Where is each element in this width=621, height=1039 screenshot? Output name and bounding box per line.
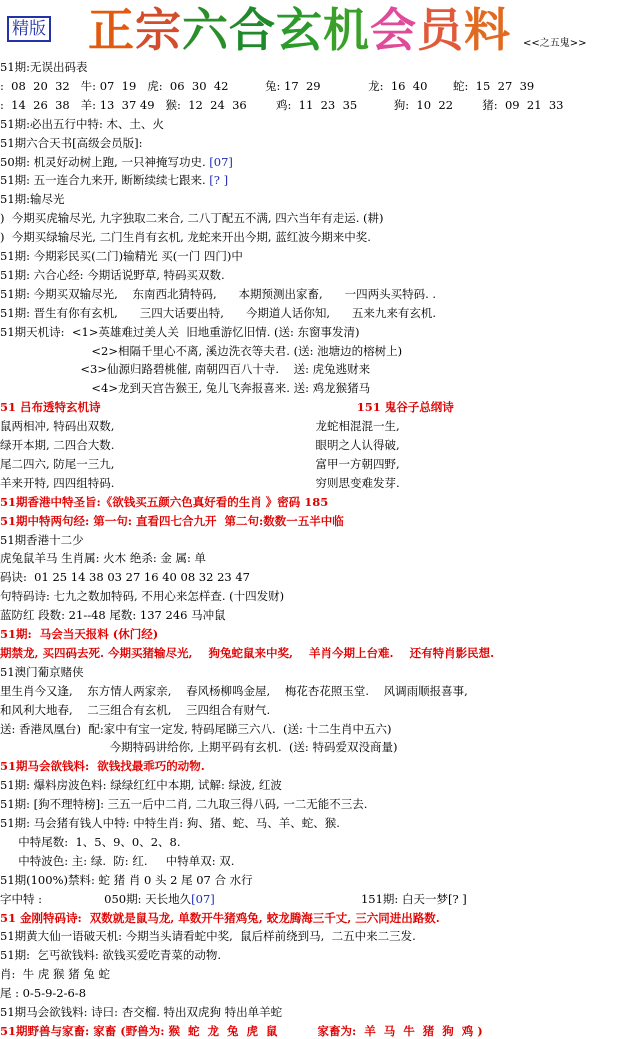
text-line: 今期特码讲给你, 上期平码有玄机. (送: 特码爱双没商量) — [0, 740, 398, 755]
text-line: 51期六合天书[高级会员版]: — [0, 135, 143, 150]
text-line: 51期: 乞丐欲钱料: 欲钱买爱吃青菜的动物. — [0, 948, 222, 963]
line-text: 字中特 : 050期: 天长地久 — [0, 891, 192, 906]
text-line: 尾 : 0-5-9-2-6-8 — [0, 986, 87, 1001]
text-line: 羊来开特, 四四组特码. 穷则思变难发芽. — [0, 475, 400, 490]
text-line: 51期: 马会当天报料 (休门经) — [0, 627, 159, 641]
text-line: 蓝防红 段数: 21--48 尾数: 137 246 马冲鼠 — [0, 608, 226, 623]
text-line: 51期马会欲钱料: 诗曰: 杏交榴. 特出双虎狗 特出单羊蛇 — [0, 1005, 283, 1019]
text-line: 码诀: 01 25 14 38 03 27 16 40 08 32 23 47 — [0, 570, 250, 585]
text-line: 51期:无误出码表 — [0, 60, 88, 74]
title-char: 机 — [323, 3, 370, 57]
text-line: 虎兔鼠羊马 生肖属: 火木 绝杀: 金 属: 单 — [0, 551, 207, 566]
text-line: 51期: 六合心经: 今期话说野草, 特码买双数. — [0, 267, 225, 282]
text-line — [0, 155, 233, 170]
answer-tag: [07] — [191, 891, 215, 906]
title-char: 合 — [229, 3, 276, 57]
text-line: 51期:必出五行中特: 木、土、火 — [0, 116, 165, 131]
text-line: 鼠两相冲, 特码出双数, 龙蛇相混混一生, — [0, 419, 400, 434]
answer-tag: [? ] — [209, 173, 229, 188]
line-text: 151期: 白天一梦[? ] — [214, 891, 467, 906]
line-text: 51期: 五一连合九来开, 断断续续七跟来. — [0, 173, 210, 188]
text-line: : 14 26 38 羊: 13 37 49 猴: 12 24 36 鸡: 11 23 35 狗: 10 22 猪: 09 21 33 — [0, 97, 564, 112]
text-line: 中特尾数: 1、5、9、0、2、8. — [0, 834, 181, 849]
text-line: 51期中特两句经: 第一句: 直看四七合九开 第二句:数数一五半中临 — [0, 513, 344, 528]
text-line: 51期马会欲钱料: 欲钱找最乖巧的动物. — [0, 759, 205, 774]
text-line: 51澳门葡京赌侠 — [0, 664, 84, 679]
text-line: 51期: 今期买双输尽光, 东南西北猜特码, 本期预测出家畜, 一四两头买特码. . — [0, 286, 437, 301]
page-title — [88, 2, 511, 58]
text-line: 期禁龙, 买四码去死. 今期买猪输尽光, 狗兔蛇鼠来中奖, 羊肖今期上台难. 还有特肖影民想. — [0, 645, 495, 660]
text-line: 51期野兽与家畜: 家畜 (野兽为: 猴 蛇 龙 兔 虎 鼠 家畜为: 羊 马 牛 猪 狗 鸡 ) — [0, 1023, 483, 1038]
text-line: ) 今期买虎输尽光, 九字独取二来合, 二八丁配五不满, 四六当年有走运. (耕) — [0, 211, 384, 226]
text-line: <4>龙到天宫告猴王, 兔儿飞奔报喜来. 送: 鸡龙猴猪马 — [0, 381, 371, 396]
text-line: : 08 20 32 牛: 07 19 虎: 06 30 42 兔: 17 29 龙: 16 40 蛇: 15 27 39 — [0, 78, 535, 93]
text-line: 51期香港中特圣旨:《欲钱买五颜六色真好看的生肖 》密码 185 — [0, 494, 329, 509]
text-line: <3>仙源归路碧桃催, 南朝四百八十寺. 送: 虎兔逃财来 — [0, 362, 371, 377]
text-line: <2>相隔千里心不离, 溪边洗衣等夫君. (送: 池塘边的榕树上) — [0, 343, 403, 358]
text-line: 51期: 爆料房波色料: 绿绿红红中本期, 试解: 绿波, 红波 — [0, 778, 282, 793]
text-line: 51期天机诗: <1>英雄难过美人关 旧地重游忆旧情. (送: 东窗事发清) — [0, 324, 360, 339]
title-char: 会 — [370, 3, 417, 57]
text-line: ) 今期买绿输尽光, 二门生肖有玄机, 龙蛇来开出今期, 蓝红波今期来中奖. — [0, 230, 371, 245]
text-line: 和风利大地春, 二三组合有玄机, 三四组合有财气. — [0, 702, 271, 717]
text-line: 51期(100%)禁料: 蛇 猪 肖 0 头 2 尾 07 合 水行 — [0, 872, 253, 887]
title-char: 六 — [182, 3, 229, 57]
text-line: 肖: 牛 虎 猴 猪 兔 蛇 — [0, 967, 110, 982]
text-line: 尾二四六, 防尾一三九, 富甲一方朝四野, — [0, 456, 400, 471]
answer-tag: [07] — [209, 154, 233, 169]
text-line: 中特波色: 主: 绿. 防: 红. 中特单双: 双. — [0, 853, 235, 868]
text-line: 51期黄大仙一语破天机: 今期当头请看蛇中奖, 鼠后样前绕到马, 二五中来二三发. — [0, 929, 416, 944]
text-line: 送: 香港凤凰台) 配:家中有宝一定发, 特码尾睇三六八. (送: 十二生肖中五六) — [0, 721, 392, 736]
header — [0, 0, 621, 60]
text-line — [0, 892, 467, 907]
edition-badge: 精版 — [7, 16, 51, 42]
title-char: 料 — [464, 3, 511, 57]
text-line: 里生肖今又逢, 东方情人两家亲, 春风杨柳鸣金屋, 梅花杏花照玉堂. 风调雨顺报喜事, — [0, 683, 468, 698]
text-line: 句特码诗: 七九之数加特码, 不用心来怎样查. (十四发财) — [0, 589, 285, 604]
text-line: 51期香港十二少 — [0, 532, 84, 547]
text-line: 51期: [狗不理特榜]: 三五一后中二肖, 二九取三得八码, 一二无能不三去. — [0, 797, 368, 812]
text-line: 51期: 马会猪有钱人中特: 中特生肖: 狗、猪、蛇、马、羊、蛇、猴. — [0, 816, 340, 830]
text-line: 51 金刚特码诗: 双数就是鼠马龙, 单数开牛猪鸡兔, 蛟龙腾海三千丈, 三六同进出路数. — [0, 910, 440, 925]
title-char: 宗 — [135, 3, 182, 57]
signature: <<之五鬼>> — [523, 38, 587, 49]
text-line — [0, 173, 228, 188]
text-line: 51 吕布透特玄机诗 151 鬼谷子总纲诗 — [0, 400, 454, 415]
text-line: 51期: 今期彩民买(二门)输精光 买(一门 四门)中 — [0, 249, 243, 263]
text-line: 51期:输尽光 — [0, 192, 65, 207]
line-text: 50期: 机灵好动树上跑, 一只神掩写功史. — [0, 154, 210, 169]
text-line: 绿开本期, 二四合大数. 眼明之人认得破, — [0, 438, 400, 452]
title-char: 正 — [88, 3, 135, 57]
title-char: 员 — [417, 3, 464, 57]
title-char: 玄 — [276, 3, 323, 57]
text-line: 51期: 晋生有你有玄机, 三四大话要出特, 今期道人话你知, 五来九来有玄机. — [0, 305, 437, 320]
